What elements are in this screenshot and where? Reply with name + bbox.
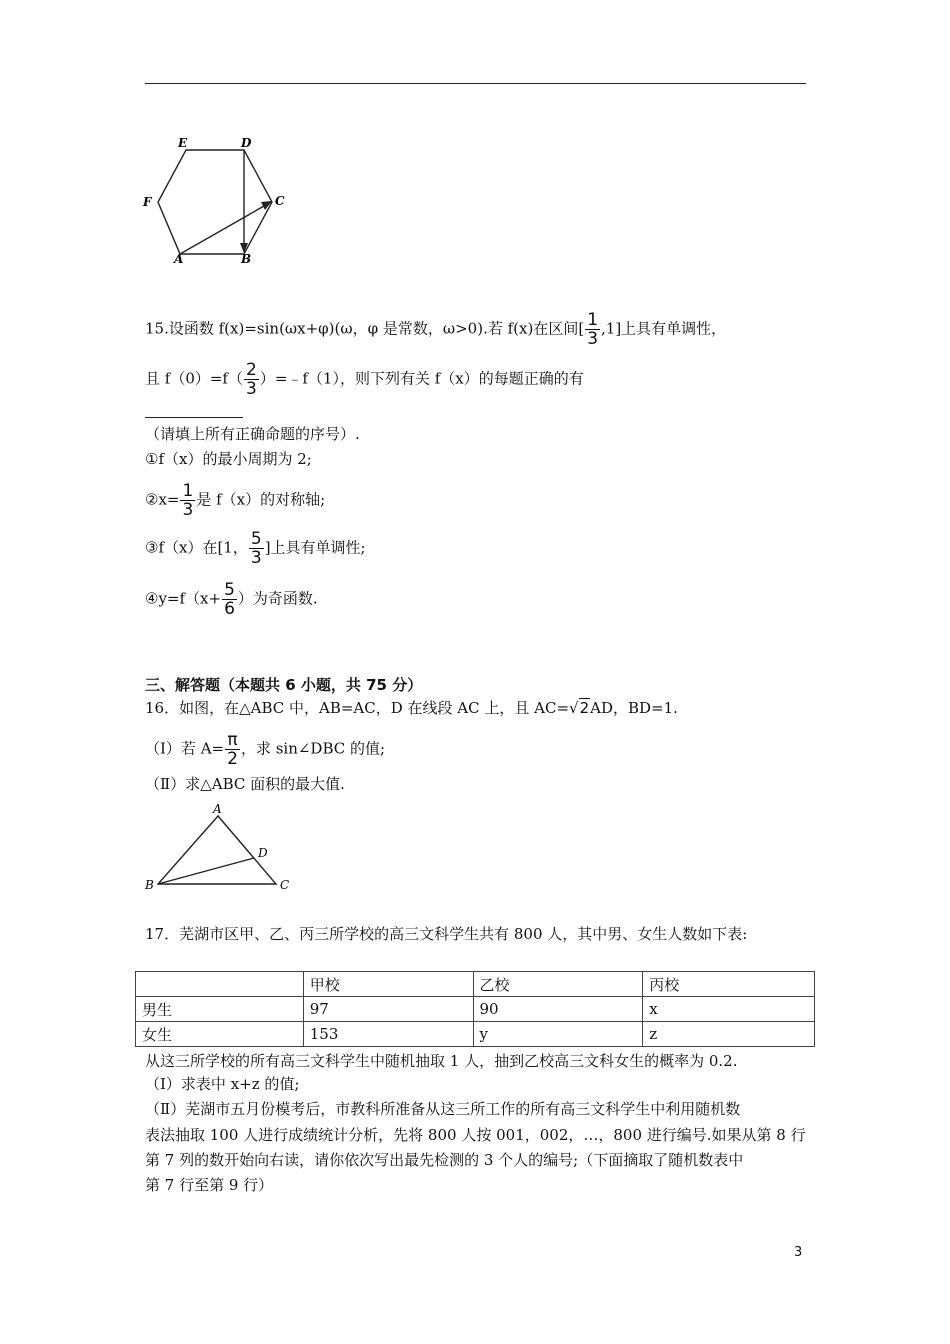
- q17-stem: 17．芜湖市区甲、乙、丙三所学校的高三文科学生共有 800 人，其中男、女生人数如下表:: [145, 925, 748, 943]
- table-cell: y: [473, 1022, 643, 1047]
- hexagon-outline: [158, 150, 272, 254]
- table-row: [136, 997, 815, 1022]
- label-d: D: [258, 846, 268, 860]
- label-a: A: [213, 802, 222, 816]
- q15-option-2: ②x= $\frac{1}{3}$ 是 f（x）的对称轴;: [145, 481, 326, 520]
- page-number: 3: [794, 1245, 803, 1260]
- section-3-title: 三、解答题（本题共 6 小题，共 75 分）: [145, 676, 423, 694]
- label-a: A: [174, 252, 184, 266]
- table-cell: 97: [303, 997, 473, 1022]
- label-d: D: [241, 136, 252, 150]
- table-cell: 153: [303, 1022, 473, 1047]
- q15-line2: 且 f（0）=f（ $\frac{2}{3}$ ）=﹣f（1），则下列有关 f（x）的每题正确的有: [145, 360, 584, 399]
- q15-line1: [145, 311, 726, 348]
- q17-part-2-line-2: 表法抽取 100 人进行成绩统计分析，先将 800 人按 001，002，…，800 进行编号.如果从第 8 行: [145, 1126, 806, 1144]
- hexagon-figure: [140, 132, 300, 266]
- q15-option-3: ③f（x）在[1， $\frac{5}{3}$ ]上具有单调性;: [145, 529, 366, 568]
- q15-option-1: ①f（x）的最小周期为 2;: [145, 450, 312, 468]
- q17-part-1: （Ⅰ）求表中 x+z 的值;: [145, 1075, 300, 1093]
- q15-option-4: ④y=f（x+ $\frac{5}{6}$ ）为奇函数.: [145, 580, 318, 619]
- table-header-row: [136, 972, 815, 997]
- sqrt-symbol: √2: [569, 699, 590, 717]
- table-header-cell: 丙校: [643, 972, 815, 997]
- q17-part-2-line-3: 第 7 列的数开始向右读，请你依次写出最先检测的 3 个人的编号;（下面摘取了随机数表中: [145, 1151, 744, 1169]
- label-e: E: [178, 136, 188, 150]
- label-c: C: [275, 194, 285, 208]
- label-b: B: [145, 878, 154, 892]
- q15-hint: （请填上所有正确命题的序号）.: [145, 425, 360, 443]
- table-cell: x: [643, 997, 815, 1022]
- q17-part-2-line-4: 第 7 行至第 9 行）: [145, 1176, 274, 1194]
- table-header-cell: 甲校: [303, 972, 473, 997]
- q17-table: [135, 971, 815, 1047]
- table-cell: 90: [473, 997, 643, 1022]
- table-header-cell: 乙校: [473, 972, 643, 997]
- segment-bd: [158, 858, 254, 884]
- table-cell: z: [643, 1022, 815, 1047]
- table-cell: 女生: [136, 1022, 304, 1047]
- header-rule: [145, 83, 806, 84]
- q15-fraction-1: $\frac{1}{3}$: [587, 310, 599, 349]
- table-header-cell: [136, 972, 304, 997]
- q15-line1-suffix: ,1]上具有单调性，: [601, 319, 727, 338]
- q16-stem: 16．如图，在△ABC 中，AB=AC，D 在线段 AC 上，且 AC=√2AD，BD=1.: [145, 699, 678, 717]
- table-cell: 男生: [136, 997, 304, 1022]
- q16-part-2: （Ⅱ）求△ABC 面积的最大值.: [145, 775, 345, 793]
- q17-after-table: 从这三所学校的所有高三文科学生中随机抽取 1 人，抽到乙校高三文科女生的概率为 0.2.: [145, 1052, 738, 1070]
- q17-part-2-line-1: （Ⅱ）芜湖市五月份模考后，市教科所准备从这三所工作的所有高三文科学生中利用随机数: [145, 1100, 741, 1118]
- q15-line1-prefix: 15.设函数 f(x)=sin(ωx+φ)(ω，φ 是常数，ω>0).若 f(x)在区间[: [145, 319, 585, 338]
- label-b: B: [241, 252, 252, 266]
- label-f: F: [143, 195, 152, 209]
- q15-fraction-2: $\frac{2}{3}$: [245, 360, 257, 399]
- label-c: C: [280, 878, 290, 892]
- q16-part-1: （Ⅰ）若 A= $\frac{\pi}{2}$ ，求 sin∠DBC 的值;: [145, 730, 386, 769]
- triangle-figure: [140, 800, 300, 895]
- q15-answer-blank: [145, 417, 243, 418]
- table-row: [136, 1022, 815, 1047]
